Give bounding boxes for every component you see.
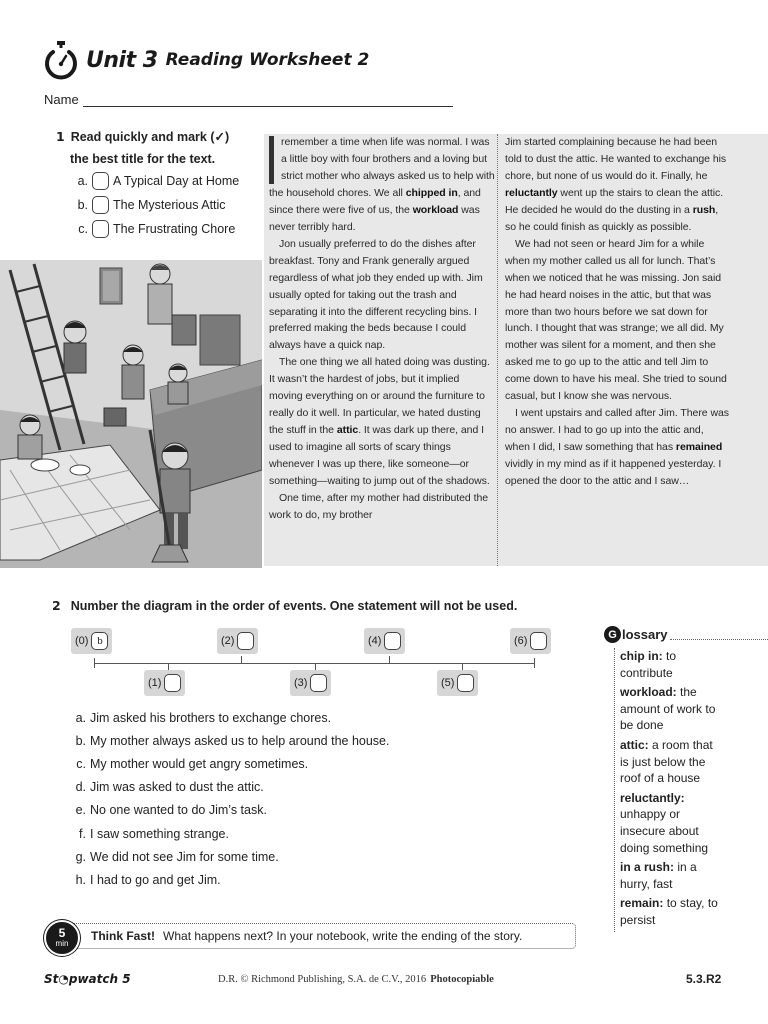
slot-answer-box[interactable] [164,674,181,692]
worksheet-header [44,38,369,82]
timeline-slot-0: (0) b [71,628,112,654]
story-column-1 [269,134,495,524]
story-paragraph: I went upstairs and called after Jim. There was no answer. I had to go up into the attic and, when I did, I saw something that has remained vividly in my mind as if it happened yesterday. I opened the door to the attic and I saw… [505,407,729,488]
question-2 [52,598,517,613]
timer-icon: 5 min [44,920,80,956]
glossary-dotted-rule [670,630,768,640]
event-statement: a. Jim asked his brothers to exchange chores. [75,710,332,725]
option-b-checkbox[interactable] [92,196,109,214]
name-label: Name [44,92,79,107]
glossary-entry: reluctantly: unhappy or insecure about doing something [620,790,709,855]
glossary-term-highlight: remained [675,441,723,454]
glossary-heading: G lossary [604,626,768,643]
event-statement: f. I saw something strange. [79,826,229,841]
story-paragraph: Jim started complaining because he had been told to dust the attic. He wanted to exchange his chore, but none of us would do it. Finally, he reluctantly went up the stairs to clean the attic. He decided he would do the dusting in a rush, so he could finish as quickly as possible. [505,136,727,233]
question-1 [56,126,256,170]
story-paragraph: Jon usually preferred to do the dishes after breakfast. Tony and Frank generally argued regardless of what job they ended up with. Jim usually opted for taking out the trash and separating it into the different recycling bins. I preferred making the beds because I could always have a quick nap. [269,237,483,352]
event-statements-list [72,706,389,892]
drop-cap-i [269,136,274,184]
question-prompt-cont: the best title for the text. [70,152,216,166]
timeline-tick [389,656,390,664]
event-statement: b. My mother always asked us to help around the house. [75,733,390,748]
timeline-tick [94,658,95,668]
glossary-term-highlight: rush [692,203,716,216]
think-fast-label: Think Fast! [91,929,156,943]
story-paragraph: remember a time when life was normal. I was a little boy with four brothers and a loving but strict mother who always asked us to help with the household chores. We all chipped in, and since there were five of us, the workload was never terribly hard. [269,136,495,233]
story-paragraph: The one thing we all hated doing was dusting. It wasn’t the hardest of jobs, but it implied moving everything on or around the furniture to really do it well. In particular, we hated dusting the stuff in the attic. It was dark up there, and I used to imagine all sorts of scary things whenever I was up there, like someone—or something—waiting to jump out of the shadows. [269,356,490,488]
name-field[interactable] [83,93,453,107]
slot-answer-box[interactable] [457,674,474,692]
question-number: 1 [56,129,65,144]
event-statement: h. I had to go and get Jim. [75,872,221,887]
event-statement: e. No one wanted to do Jim’s task. [75,803,267,818]
slot-answer-box[interactable]: b [91,632,108,650]
story-column-2 [505,134,731,490]
unit-title: Unit 3 [86,47,158,73]
glossary-entry: remain: to stay, to persist [620,896,718,927]
photocopiable-label: Photocopiable [430,974,494,985]
glossary-entry: attic: a room that is just below the roof of a house [620,737,713,786]
story-paragraph: One time, after my mother had distributed the work to do, my brother [269,492,489,521]
slot-answer-box[interactable] [530,632,547,650]
glossary-box [604,626,768,927]
option-c-checkbox[interactable] [92,220,109,238]
glossary-entries [614,648,724,932]
glossary-term-highlight: reluctantly [505,186,558,199]
glossary-term-highlight: chipped in [405,186,458,199]
copyright-notice: D.R. © Richmond Publishing, S.A. de C.V., 2016 Photocopiable [218,974,494,985]
question-prompt: Read quickly and mark (✓) [70,130,230,144]
option-a: a. A Typical Day at Home [77,174,240,188]
event-statement: d. Jim was asked to dust the attic. [75,780,264,795]
timeline-slot-2: (2) [217,628,258,654]
stopwatch-logo: St◔pwatch 5 [44,972,131,986]
glossary-term-highlight: workload [412,203,459,216]
timeline-tick [241,656,242,664]
stopwatch-icon [44,40,78,80]
slot-answer-box[interactable] [310,674,327,692]
slot-answer-box[interactable] [237,632,254,650]
timeline-line [94,663,534,664]
glossary-entry: workload: the amount of work to be done [620,685,716,733]
question-prompt: Number the diagram in the order of events. One statement will not be used. [70,598,518,613]
option-c: c. The Frustrating Chore [78,222,236,236]
option-b: b. The Mysterious Attic [77,198,226,212]
glossary-g-icon: G [604,626,621,643]
worksheet-title: Reading Worksheet 2 [165,50,370,70]
timeline-slot-6: (6) [510,628,551,654]
timeline-slot-1: (1) [144,670,185,696]
boy-at-table [18,415,42,459]
slot-answer-box[interactable] [384,632,401,650]
glossary-entry: in a rush: in a hurry, fast [620,860,697,891]
think-fast-box [44,920,576,956]
event-statement: c. My mother would get angry sometimes. [76,756,309,771]
column-divider [497,134,498,566]
story-paragraph: We had not seen or heard Jim for a while when my mother called us all for lunch. That’s when we noticed that he was missing. Jon said he had heard noises in the attic, but that was more than two hours before we sat down for lunch. I thought that was strange; we all did. My mother was silent for a moment, and then she asked me to go up to the attic and tell Jim to come down to have his meal. She tried to sound casual, but I know she was nervous. [505,237,727,403]
timeline-slot-4: (4) [364,628,405,654]
timeline-tick [534,658,535,668]
question-number: 2 [52,598,61,613]
story-text-panel [264,134,768,566]
glossary-term-highlight: attic [336,424,359,437]
event-statement: g. We did not see Jim for some time. [75,849,279,864]
timeline-slot-5: (5) [437,670,478,696]
name-row [44,92,453,107]
option-a-checkbox[interactable] [92,172,109,190]
worksheet-code: 5.3.R2 [686,972,722,986]
boy-on-ladder [64,321,86,373]
timeline-slot-3: (3) [290,670,331,696]
boy-on-sofa [168,364,188,404]
think-fast-prompt: Think Fast! What happens next? In your notebook, write the ending of the story. [70,923,576,949]
glossary-entry: chip in: to contribute [620,649,677,680]
household-chores-illustration [0,260,262,568]
